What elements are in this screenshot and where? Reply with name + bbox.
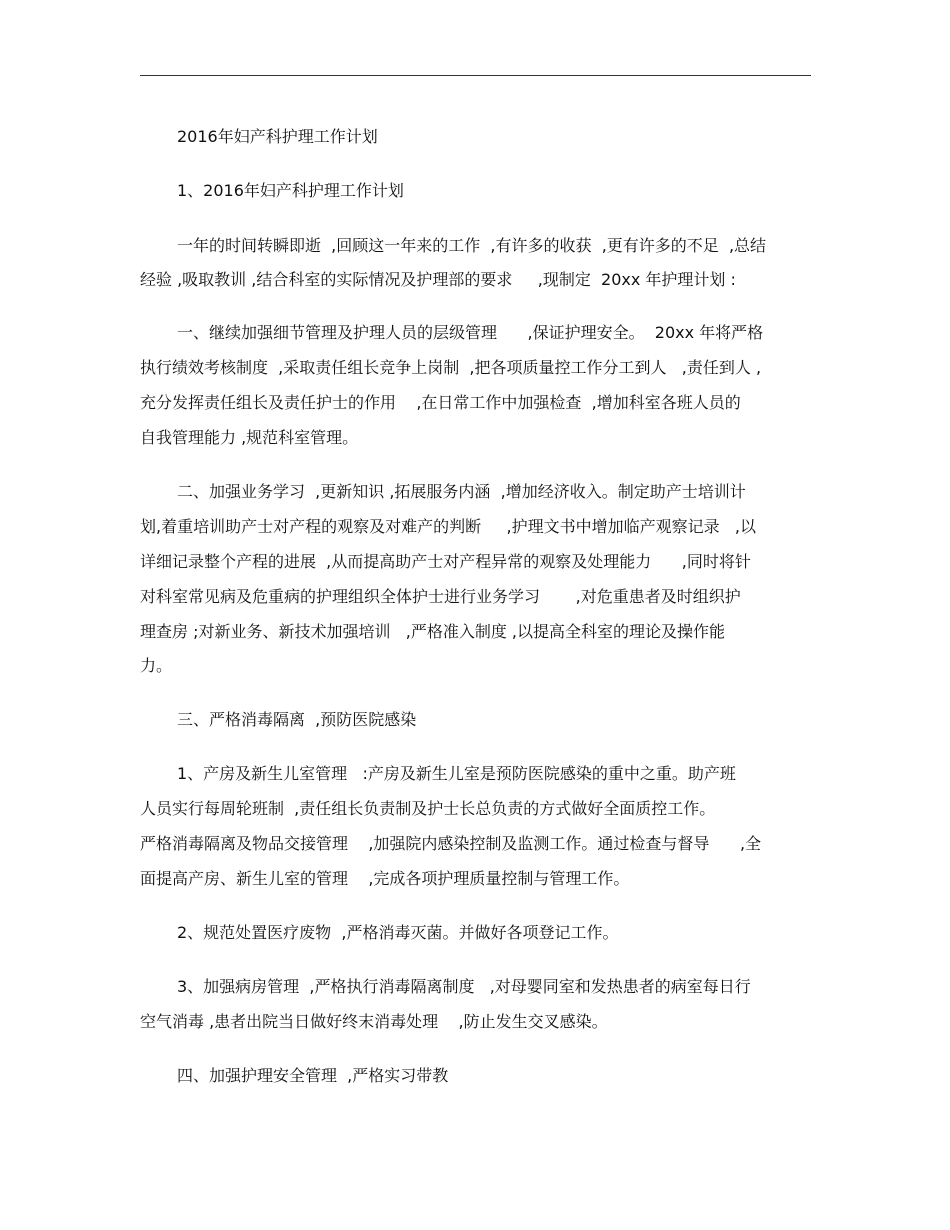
section3-item1-line-2: 人员实行每周轮班制 ,责任组长负责制及护士长总负责的方式做好全面质控工作。 — [140, 799, 716, 818]
section2-line-6: 力。 — [140, 656, 173, 675]
section3-item1-line-4: 面提高产房、新生儿室的管理 ,完成各项护理质量控制与管理工作。 — [140, 869, 630, 888]
header-rule — [140, 75, 811, 76]
section2-line-5: 理查房 ;对新业务、新技术加强培训 ,严格准入制度 ,以提高全科室的理论及操作能 — [140, 622, 725, 641]
document-subtitle: 1、2016年妇产科护理工作计划 — [177, 181, 404, 200]
section3-item1-line-3: 严格消毒隔离及物品交接管理 ,加强院内感染控制及监测工作。通过检查与督导 ,全 — [140, 834, 762, 853]
section1-line-1: 一、继续加强细节管理及护理人员的层级管理 ,保证护理安全。 20xx 年将严格 — [177, 323, 764, 342]
section3-item3-line-1: 3、加强病房管理 ,严格执行消毒隔离制度 ,对母婴同室和发热患者的病室每日行 — [177, 977, 751, 996]
section4-heading: 四、加强护理安全管理 ,严格实习带教 — [177, 1066, 449, 1085]
intro-line-1: 一年的时间转瞬即逝 ,回顾这一年来的工作 ,有许多的收获 ,更有许多的不足 ,总结 — [177, 236, 767, 255]
intro-line-2: 经验 ,吸取教训 ,结合科室的实际情况及护理部的要求 ,现制定 20xx 年护理计划 : — [140, 270, 736, 289]
section1-line-4: 自我管理能力 ,规范科室管理。 — [140, 428, 359, 447]
section3-item2: 2、规范处置医疗废物 ,严格消毒灭菌。并做好各项登记工作。 — [177, 923, 619, 942]
section1-line-2: 执行绩效考核制度 ,采取责任组长竞争上岗制 ,把各项质量控工作分工到人 ,责任到人 , — [140, 358, 762, 377]
section2-line-4: 对科室常见病及危重病的护理组织全体护士进行业务学习 ,对危重患者及时组织护 — [140, 587, 741, 606]
document-title: 2016年妇产科护理工作计划 — [177, 127, 378, 146]
section2-line-2: 划,着重培训助产士对产程的观察及对难产的判断 ,护理文书中增加临产观察记录 ,以 — [140, 517, 756, 536]
section2-line-3: 详细记录整个产程的进展 ,从而提高助产士对产程异常的观察及处理能力 ,同时将针 — [140, 552, 751, 571]
section2-line-1: 二、加强业务学习 ,更新知识 ,拓展服务内涵 ,增加经济收入。制定助产士培训计 — [177, 482, 746, 501]
section3-item3-line-2: 空气消毒 ,患者出院当日做好终末消毒处理 ,防止发生交叉感染。 — [140, 1012, 608, 1031]
section3-item1-line-1: 1、产房及新生儿室管理 :产房及新生儿室是预防医院感染的重中之重。助产班 — [177, 764, 736, 783]
section1-line-3: 充分发挥责任组长及责任护士的作用 ,在日常工作中加强检查 ,增加科室各班人员的 — [140, 393, 741, 412]
section3-heading: 三、严格消毒隔离 ,预防医院感染 — [177, 710, 417, 729]
